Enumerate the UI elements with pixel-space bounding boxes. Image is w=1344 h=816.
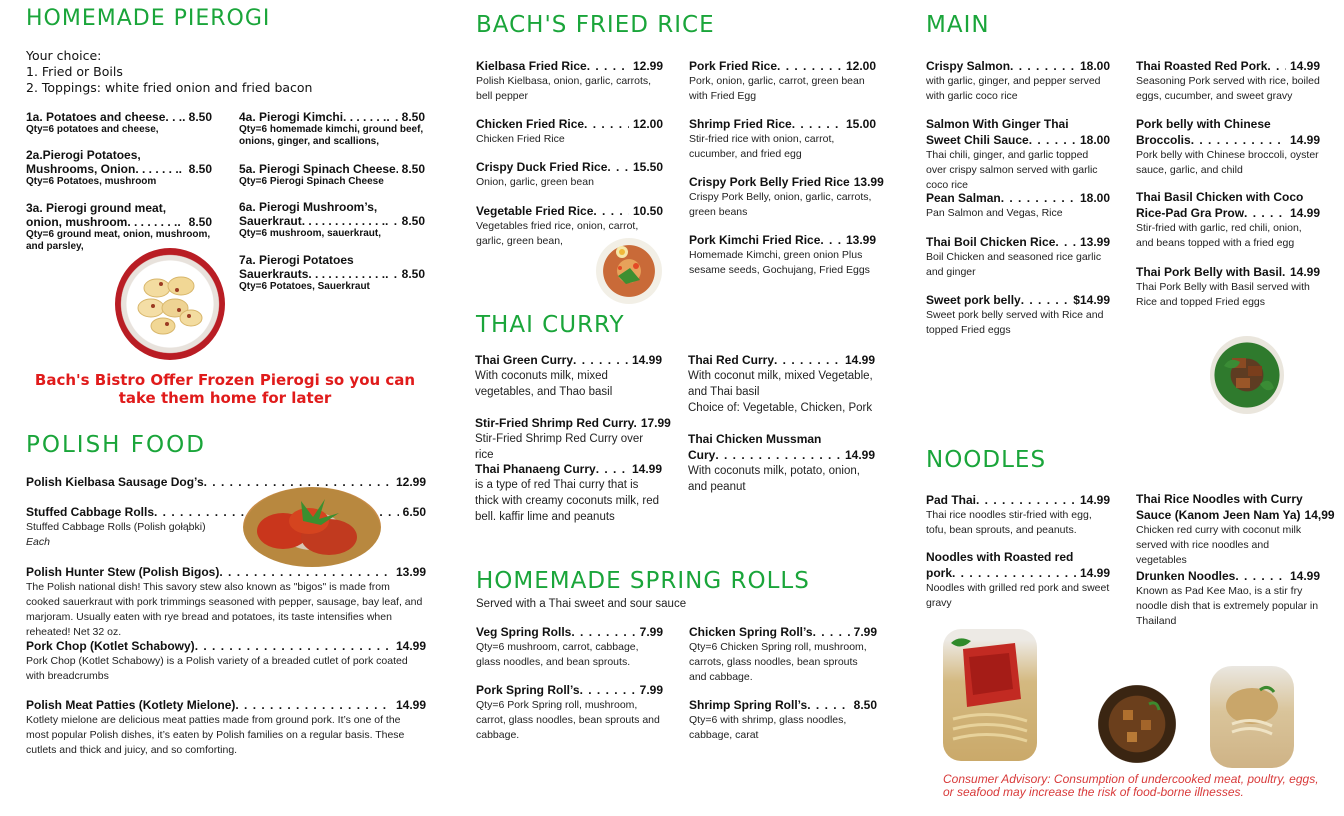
menu-item [26,697,426,758]
item-name: pork [926,566,953,580]
item-name: Vegetable Fried Rice [476,204,594,218]
item-name: onion, mushroom. . . . . . . . [26,215,178,229]
pork-broccoli-icon [1210,336,1284,414]
item-desc: Thai rice noodles stir-fried with egg, tofu, bean sprouts, and peanuts. [926,509,1092,536]
menu-item [475,461,662,525]
item-desc: Chicken Fried Rice [476,133,565,145]
item-name: Mushrooms, Onion. . . . . . . [26,162,179,176]
item-price: 8.50 [188,215,212,229]
item-name: Stuffed Cabbage Rolls [26,505,155,519]
menu-item [1136,568,1320,629]
item-desc: With coconut milk, mixed Vegetable, and Thai basil [688,370,873,398]
item-name: Chicken Spring Roll’s [689,625,813,639]
item-desc: Homemade Kimchi, green onion Plus sesame seeds, Gochujang, Fried Eggs [689,249,870,276]
item-desc: Qty=6 with shrimp, glass noodles, cabbage, carat [689,714,847,741]
item-name: Cury [688,448,716,462]
pierogi-photo [115,248,225,360]
item-desc: With coconuts milk, mixed vegetables, and Thao basil [475,370,613,398]
item-name: Pean Salman [926,191,1001,205]
item-name: Thai Boil Chicken Rice [926,235,1056,249]
item-desc: Qty=6 mushroom, carrot, cabbage, glass noodles, and bean sprouts. [476,641,639,668]
item-price: 12.00 [845,59,876,73]
item-name: Pork Fried Rice [689,59,778,73]
menu-item [26,474,426,490]
item-name: 1a. Potatoes and cheese. . . [26,110,183,124]
item-name: Thai Basil Chicken with Coco [1136,190,1304,204]
item-price: 15.50 [632,160,663,174]
item-name: Shrimp Spring Roll’s [689,698,808,712]
item-desc: Thai chili, ginger, and garlic topped over crispy salmon served with garlic coco rice [926,149,1098,191]
menu-item [1136,264,1320,310]
item-desc: Noodles with grilled red pork and sweet gravy [926,582,1110,609]
menu-item [1136,116,1320,178]
item-name: Pork Spring Roll’s [476,683,580,697]
menu-item [475,415,671,463]
menu-item [688,352,875,416]
menu-item [475,352,662,400]
frozen-pierogi-offer: Bach's Bistro Offer Frozen Pierogi so you can take them home for later [34,371,416,407]
menu-item [689,697,877,743]
item-desc: Stuffed Cabbage Rolls (Polish gołąbki) [26,521,206,533]
item-name: Pork Kimchi Fried Rice [689,233,821,247]
item-name: 4a. Pierogi Kimchi. . . . . . . [239,110,387,124]
item-name: Sauerkraut. . . . . . . . . . . . . [239,214,386,228]
item-name: Salmon With Ginger Thai [926,117,1069,131]
item-desc: Chicken red curry with coconut milk served with rice noodles and vegetables [1136,524,1302,566]
item-desc: Stir-fried with garlic, red chili, onion, and beans topped with a fried egg [1136,222,1302,249]
item-price: 14.99 [844,448,875,462]
spring-rolls-subtitle: Served with a Thai sweet and sour sauce [476,598,687,610]
item-price: 14.99 [1079,493,1110,507]
consumer-advisory: Consumer Advisory: Consumption of undercooked meat, poultry, eggs, or seafood may increase the risk of food-borne illnesses. [943,772,1319,799]
item-name: Polish Kielbasa Sausage Dog’s [26,475,204,489]
item-price: 14.99 [1289,206,1320,220]
item-price: 14.99 [1289,133,1320,147]
item-price: 7.99 [639,625,663,639]
menu-item [926,190,1110,221]
intro-line: 2. Toppings: white fried onion and fried bacon [26,80,313,95]
menu-item [239,200,425,240]
menu-item [926,58,1110,104]
item-price: 13.99 [395,565,426,579]
item-desc: Vegetables fried rice, onion, carrot, garlic, green bean, [476,220,639,247]
item-desc: Polish Kielbasa, onion, garlic, carrots, bell pepper [476,75,652,102]
item-name: Thai Chicken Mussman [688,432,822,446]
item-desc: With coconuts milk, potato, onion, and peanut [688,465,860,493]
item-name: Thai Roasted Red Pork [1136,59,1268,73]
item-price: 8.50 [188,110,212,124]
item-price: 14,99 [1304,508,1335,522]
item-desc: The Polish national dish! This savory stew also known as "bigos" is made from cooked sauerkraut with pork trimmings seasoned with pepper, sausage, bay leaf, and marjoram. Usually eaten with rye bread and potatoes, its taste intensifies when reheated! Net 32 oz. [26,581,423,638]
menu-item [689,116,876,162]
item-name: 7a. Pierogi Potatoes [239,253,354,267]
menu-item [239,162,425,188]
item-price: 8.50 [188,162,212,176]
menu-item [476,116,663,147]
menu-item [688,431,875,495]
cabbage-rolls-icon [243,487,381,567]
item-name: Chicken Fried Rice [476,117,585,131]
item-name: Pork belly with Chinese [1136,117,1271,131]
item-price: 18.00 [1079,191,1110,205]
item-name: Sauerkrauts. . . . . . . . . . . . [239,267,386,281]
item-name: Drunken Noodles [1136,569,1236,583]
menu-item [26,110,212,136]
noodles-heading: NOODLES [926,447,1047,473]
menu-item [26,201,212,253]
main-heading: MAIN [926,12,990,38]
menu-item [926,492,1110,538]
item-name: Stir-Fried Shrimp Red Curry. [475,416,637,430]
item-note: Each [26,536,50,548]
item-price: 18.00 [1079,133,1110,147]
pierogi-dumplings-icon [115,248,225,360]
intro-line: Your choice: [26,48,102,63]
item-desc: Pork belly with Chinese broccoli, oyster sauce, garlic, and child [1136,149,1319,176]
item-price: 12.99 [395,475,426,489]
polish-heading: POLISH FOOD [26,432,206,458]
item-name: Polish Hunter Stew (Polish Bigos) [26,565,220,579]
item-name: Thai Pork Belly with Basil [1136,265,1283,279]
menu-item [1136,58,1320,104]
item-name: Thai Rice Noodles with Curry [1136,492,1303,506]
menu-item [26,148,212,188]
item-desc: Onion, garlic, green bean [476,176,594,188]
menu-item [926,116,1110,193]
item-desc: Qty=6 Chicken Spring roll, mushroom, carrots, glass noodles, bean sprouts and cabbage. [689,641,867,683]
item-desc: Crispy Pork Belly, onion, garlic, carrots, green beans [689,191,872,218]
item-price: 14.99 [631,353,662,367]
item-price: 14.99 [1289,265,1320,279]
item-price: 12.00 [632,117,663,131]
item-price: 14.99 [844,353,875,367]
item-price: 18.00 [1079,59,1110,73]
item-price: 14.99 [1289,59,1320,73]
menu-item [926,292,1110,338]
item-price: 8.50 [401,110,425,124]
item-name: 3a. Pierogi ground meat, [26,201,167,215]
menu-item [1136,491,1335,568]
item-name: 2a.Pierogi Potatoes, [26,148,141,162]
item-name: Crispy Salmon [926,59,1011,73]
item-desc: Kotlety mielone are delicious meat patties made from ground pork. It’s one of the most popular Polish dishes, it’s eaten by Polish families on a regular basis. These cutlets and thick and juicy, and so comforting. [26,714,405,756]
fried-rice-photo [596,238,662,304]
curry-noodles-icon [1210,666,1294,768]
item-desc: Boil Chicken and seasoned rice garlic and ginger [926,251,1102,278]
fried-rice-icon [596,238,662,304]
menu-item [26,564,426,640]
item-price: 8.50 [401,214,425,228]
item-price: 8.50 [401,267,425,281]
item-name: Sweet Chili Sauce [926,133,1029,147]
item-desc: Sweet pork belly served with Rice and topped Fried eggs [926,309,1104,336]
item-desc: is a type of red Thai curry that is thick with creamy coconuts milk, red bell. kaffir lime and peanuts [475,479,660,523]
item-desc: Qty=6 Potatoes, Sauerkraut [239,281,370,292]
item-price: 10.50 [632,204,663,218]
item-desc: Qty=6 Pierogi Spinach Cheese [239,176,384,187]
pad-thai-icon [1093,680,1181,768]
item-price: 8.50 [401,162,425,176]
menu-item [1136,189,1320,251]
menu-item [239,110,425,148]
item-desc: Stir-Fried Shrimp Red Curry over rice [475,433,644,461]
pierogi-intro [26,48,312,96]
red-pork-noodles-photo [943,629,1037,761]
item-price: 14.99 [1289,569,1320,583]
item-price: 14.99 [395,698,426,712]
item-name: Noodles with Roasted red [926,550,1074,564]
thai-curry-heading: THAI CURRY [476,312,625,338]
menu-item [689,58,876,104]
item-price: 8.50 [853,698,877,712]
item-desc: Qty=6 mushroom, sauerkraut, [239,228,381,239]
item-name: Pork Chop (Kotlet Schabowy) [26,639,195,653]
item-desc: Known as Pad Kee Mao, is a stir fry noodle dish that is extremely popular in Thailand [1136,585,1319,627]
item-name: Sauce (Kanom Jeen Nam Ya) [1136,508,1301,522]
item-price: 7.99 [639,683,663,697]
item-name: Broccolis [1136,133,1191,147]
menu-item [926,549,1110,611]
item-name: Crispy Pork Belly Fried Rice [689,175,850,189]
item-desc: Seasoning Pork served with rice, boiled eggs, cucumber, and sweet gravy [1136,75,1320,102]
item-price: 12.99 [632,59,663,73]
menu-item [26,638,426,684]
item-name: Thai Green Curry [475,353,574,367]
item-name: Kielbasa Fried Rice [476,59,587,73]
intro-line: 1. Fried or Boils [26,64,123,79]
item-price: 15.00 [845,117,876,131]
item-name: Pad Thai [926,493,977,507]
item-price: 7.99 [853,625,877,639]
menu-item [689,624,877,685]
item-desc: Pork, onion, garlic, carrot, green bean with Fried Egg [689,75,865,102]
cabbage-rolls-photo [243,487,381,567]
item-desc: Qty=6 Potatoes, mushroom [26,176,157,187]
menu-item [689,232,876,278]
item-desc: Pork Chop (Kotlet Schabowy) is a Polish variety of a breaded cutlet of pork coated with breadcrumbs [26,655,408,682]
item-price: 14.99 [1079,566,1110,580]
item-name: 6a. Pierogi Mushroom’s, [239,200,378,214]
fried-rice-heading: BACH'S FRIED RICE [476,12,715,38]
item-desc: Qty=6 homemade kimchi, ground beef, onions, ginger, and scallions, [239,124,424,147]
item-desc: with garlic, ginger, and pepper served with garlic coco rice [926,75,1101,102]
item-name: Shrimp Fried Rice [689,117,792,131]
item-price: 13.99 [1079,235,1110,249]
pierogi-heading: HOMEMADE PIEROGI [26,6,271,31]
menu-item [926,234,1110,280]
item-name: 5a. Pierogi Spinach Cheese [239,162,396,176]
item-desc: Qty=6 Pork Spring roll, mushroom, carrot, glass noodles, bean sprouts and cabbage. [476,699,660,741]
item-desc: Qty=6 potatoes and cheese, [26,124,159,135]
pork-broccoli-photo [1210,336,1284,414]
item-price: 6.50 [402,505,426,519]
item-desc: Pan Salmon and Vegas, Rice [926,207,1063,219]
menu-item [689,174,884,220]
item-name: Sweet pork belly [926,293,1021,307]
menu-item [476,159,663,190]
item-desc: Qty=6 ground meat, onion, mushroom, and parsley, [26,229,211,252]
item-desc: Thai Pork Belly with Basil served with Rice and topped Fried eggs [1136,281,1310,308]
item-name: Veg Spring Rolls [476,625,572,639]
menu-item [476,58,663,104]
pad-thai-photo [1093,680,1181,768]
item-price: $14.99 [1073,293,1110,307]
item-desc: Stir-fried rice with onion, carrot, cucumber, and fried egg [689,133,835,160]
item-name: Thai Phanaeng Curry [475,462,596,476]
menu-item [239,253,425,293]
item-price: 17.99 [640,416,671,430]
item-name: Rice-Pad Gra Prow [1136,206,1245,220]
item-price: 14.99 [631,462,662,476]
item-name: Thai Red Curry [688,353,775,367]
item-price: 13.99 [853,175,884,189]
curry-noodles-photo [1210,666,1294,768]
menu-item [476,682,663,743]
spring-rolls-heading: HOMEMADE SPRING ROLLS [476,568,810,594]
red-pork-noodles-icon [943,629,1037,761]
menu-item [476,624,663,670]
item-price: 13.99 [845,233,876,247]
item-name: Crispy Duck Fried Rice [476,160,608,174]
item-price: 14.99 [395,639,426,653]
item-choice: Choice of: Vegetable, Chicken, Pork [688,402,873,414]
item-name: Polish Meat Patties (Kotlety Mielone) [26,698,236,712]
